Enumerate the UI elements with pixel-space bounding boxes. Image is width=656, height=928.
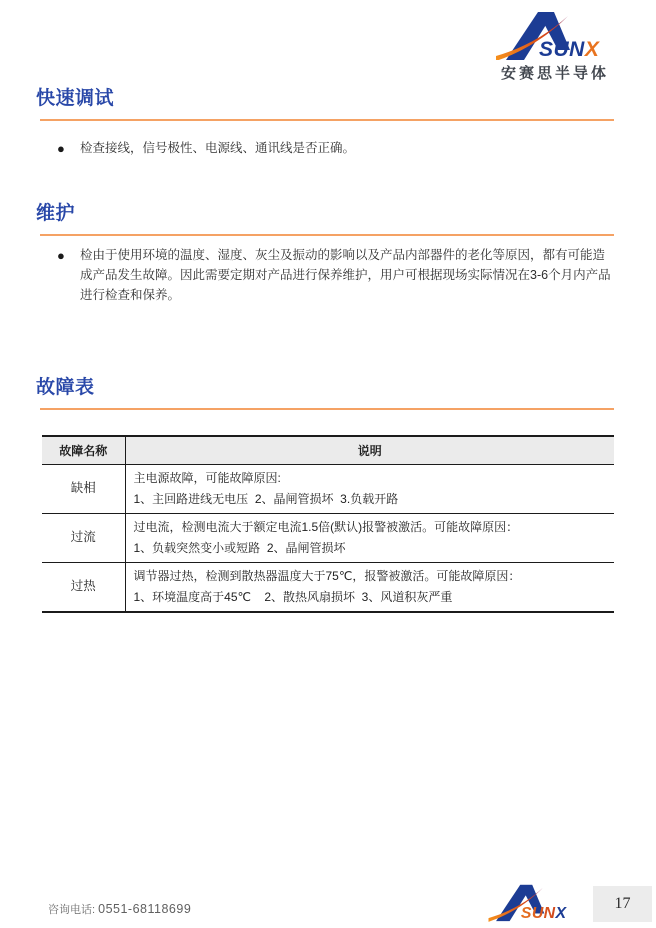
column-header-fault-name: 故障名称 [42,436,125,464]
bullet-text: 检由于使用环境的温度、湿度、灰尘及振动的影响以及产品内部器件的老化等原因，都有可能造成产品发生故障。因此需要定期对产品进行保养维护，用户可根据现场实际情况在3-6个月内产品进行检查和保养。 [80,248,611,302]
fault-name-cell: 过流 [42,513,125,562]
desc-line: 1、负载突然变小或短路 2、晶闸管损坏 [133,540,346,555]
desc-line: 1、主回路进线无电压 2、晶闸管损坏 3.负载开路 [133,491,399,506]
phone-label: 咨询电话: [48,904,96,916]
asunx-logo-icon [494,12,616,60]
desc-line: 1、环境温度高于45℃ 2、散热风扇损坏 3、风道积灰严重 [133,589,453,604]
table-row [42,562,614,612]
fault-desc-cell [125,513,614,562]
brand-wordmark: SUNX [539,38,600,60]
desc-line: 过电流，检测电流大于额定电流1.5倍(默认)报警被激活。可能故障原因： [133,519,519,534]
bullet-icon: ● [57,141,65,156]
orange-rule [40,119,614,121]
fault-name-cell: 缺相 [42,464,125,513]
desc-line: 调节器过热，检测到散热器温度大于75℃，报警被激活。可能故障原因： [133,568,521,583]
section-quick-debug [36,86,616,158]
table-row [42,513,614,562]
phone-number: 0551-68118699 [98,902,192,916]
brand-logo-header [494,12,616,83]
table-row [42,464,614,513]
fault-desc-cell [125,464,614,513]
fault-table [42,435,614,613]
footer-contact [48,901,191,917]
brand-subtitle: 安赛思半导体 [500,65,609,82]
fault-name-cell: 过热 [42,562,125,612]
desc-line: 主电源故障，可能故障原因: [133,470,281,485]
section-fault-table [36,375,616,613]
asunx-logo-icon [487,884,579,922]
orange-rule [40,408,614,410]
bullet-icon: ● [57,248,65,263]
list-item [36,245,616,305]
section-title: 维护 [36,203,76,224]
brand-logo-footer [487,884,579,922]
page-number-badge [593,886,652,922]
column-header-description: 说明 [125,436,614,464]
fault-desc-cell [125,562,614,612]
bullet-text: 检查接线，信号极性、电源线、通讯线是否正确。 [80,141,356,155]
section-maintenance [36,201,616,305]
page-number: 17 [614,895,631,912]
section-title: 故障表 [36,377,95,398]
orange-rule [40,234,614,236]
section-title: 快速调试 [36,88,115,109]
list-item [36,138,616,158]
table-header-row [42,436,614,464]
brand-wordmark: SUNX [520,905,567,922]
